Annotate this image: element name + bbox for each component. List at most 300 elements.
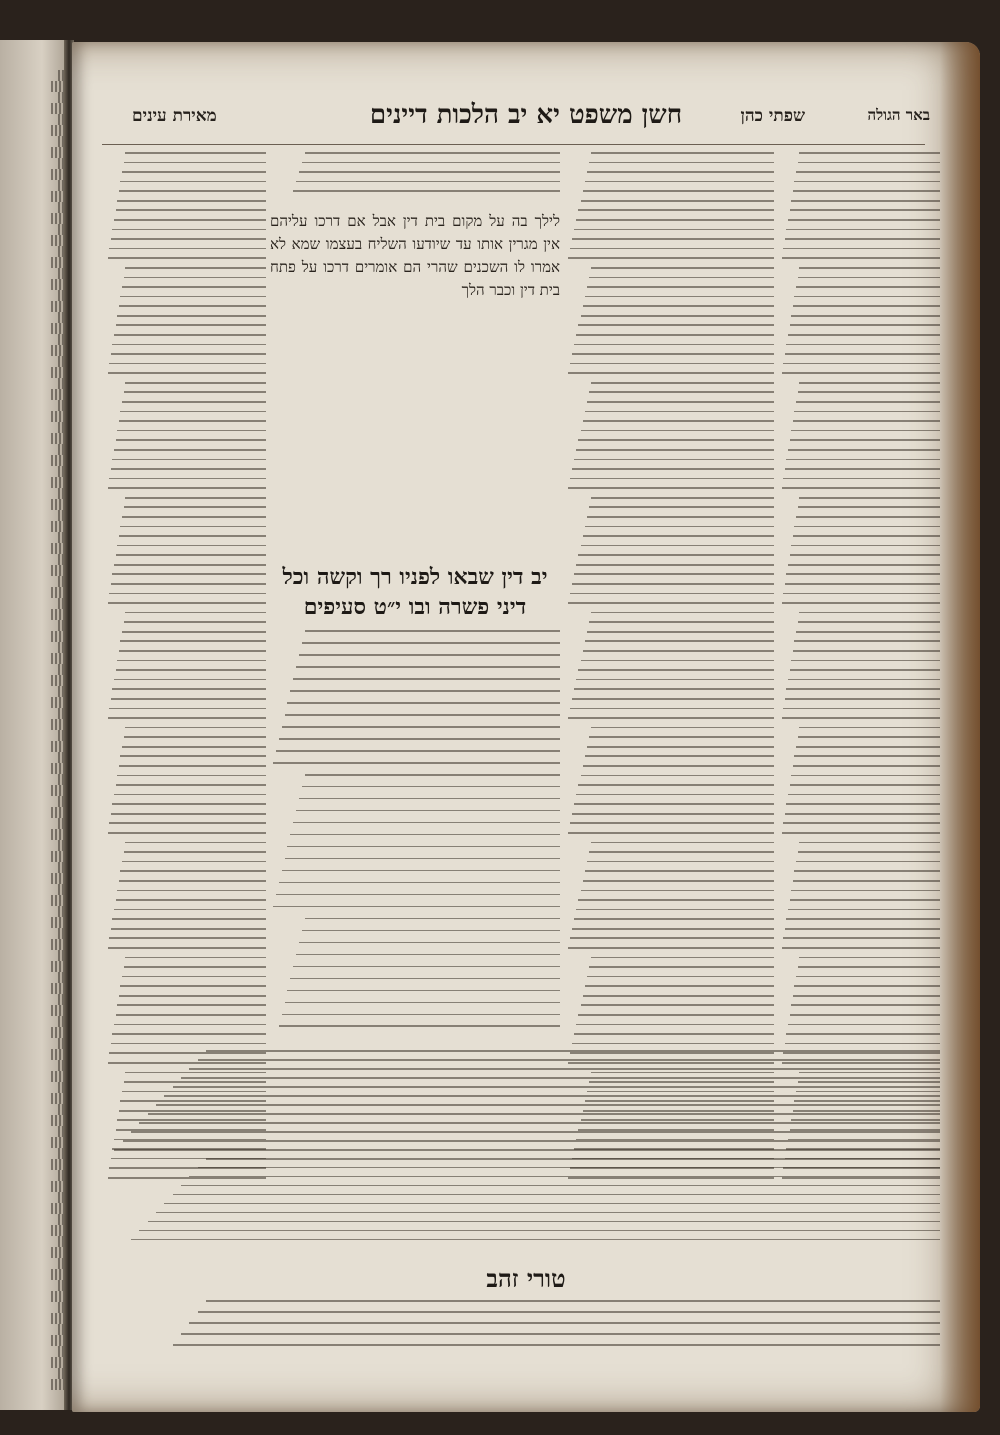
text-line — [785, 583, 940, 585]
text-line — [788, 1024, 940, 1026]
text-line — [108, 717, 266, 719]
text-line — [570, 822, 774, 824]
text-line — [206, 1050, 940, 1052]
text-line — [568, 487, 774, 489]
text-line — [783, 478, 940, 480]
text-line — [572, 928, 774, 930]
text-line — [589, 736, 774, 738]
text-line — [798, 736, 940, 738]
text-line — [790, 899, 940, 901]
page-edge-stain — [940, 42, 980, 1412]
text-line — [124, 621, 266, 623]
text-line — [793, 420, 940, 422]
text-line — [109, 593, 266, 595]
text-line — [574, 688, 774, 690]
text-line — [116, 209, 266, 211]
text-line — [189, 1068, 940, 1070]
text-line — [122, 516, 266, 518]
text-line — [576, 449, 774, 451]
text-line — [591, 382, 774, 384]
text-line — [798, 277, 940, 279]
text-line — [287, 846, 560, 848]
text-line — [125, 842, 266, 844]
text-line — [124, 851, 266, 853]
bottom-commentary — [106, 1050, 940, 1250]
text-line — [794, 411, 940, 413]
text-line — [112, 918, 266, 920]
text-line — [790, 439, 940, 441]
text-line — [578, 439, 774, 441]
text-line — [122, 861, 266, 863]
text-line — [109, 363, 266, 365]
text-line — [790, 669, 940, 671]
text-line — [114, 909, 266, 911]
text-line — [585, 755, 774, 757]
text-line — [798, 621, 940, 623]
text-line — [125, 497, 266, 499]
text-line — [114, 219, 266, 221]
text-line — [125, 727, 266, 729]
text-line — [116, 784, 266, 786]
section-heading: יב דין שבאו לפניו רך וקשה וכל דיני פשרה ובו י״ט סעיפים — [282, 564, 548, 620]
text-line — [796, 746, 940, 748]
text-line — [120, 985, 266, 987]
text-line — [798, 851, 940, 853]
text-line — [799, 957, 940, 959]
text-line — [108, 832, 266, 834]
text-line — [793, 650, 940, 652]
text-line — [585, 296, 774, 298]
text-line — [120, 411, 266, 413]
footer-commentary-title: טורי זהב — [486, 1264, 566, 1293]
text-line — [302, 642, 560, 644]
text-line — [572, 238, 774, 240]
text-line — [790, 1014, 940, 1016]
text-line — [788, 564, 940, 566]
text-line — [785, 238, 940, 240]
header-mid-commentary: שפתי כהן — [740, 106, 805, 126]
text-line — [279, 738, 560, 740]
text-line — [583, 995, 774, 997]
text-line — [782, 487, 940, 489]
text-line — [198, 1311, 940, 1313]
text-line — [124, 966, 266, 968]
main-text-column — [270, 630, 560, 1040]
text-line — [798, 506, 940, 508]
text-line — [302, 162, 560, 164]
text-line — [790, 209, 940, 211]
text-line — [794, 181, 940, 183]
text-line — [574, 573, 774, 575]
text-line — [589, 277, 774, 279]
text-line — [587, 516, 774, 518]
text-line — [783, 822, 940, 824]
text-line — [119, 420, 266, 422]
text-line — [125, 612, 266, 614]
text-line — [576, 679, 774, 681]
text-line — [299, 171, 560, 173]
text-line — [786, 459, 940, 461]
text-line — [791, 1004, 940, 1006]
text-line — [114, 334, 266, 336]
text-line — [124, 391, 266, 393]
text-line — [117, 200, 266, 202]
text-line — [112, 229, 266, 231]
text-line — [581, 545, 774, 547]
text-line — [587, 976, 774, 978]
text-line — [293, 822, 560, 824]
text-line — [139, 1230, 940, 1232]
text-line — [798, 162, 940, 164]
text-line — [578, 1014, 774, 1016]
text-line — [790, 784, 940, 786]
text-line — [782, 257, 940, 259]
text-line — [108, 602, 266, 604]
text-line — [583, 650, 774, 652]
text-line — [572, 1043, 774, 1045]
text-line — [794, 640, 940, 642]
text-line — [273, 906, 560, 908]
text-line — [181, 1333, 940, 1335]
text-line — [290, 978, 560, 980]
text-line — [114, 1024, 266, 1026]
text-line — [782, 602, 940, 604]
text-line — [791, 430, 940, 432]
text-line — [581, 775, 774, 777]
text-line — [114, 679, 266, 681]
text-line — [587, 746, 774, 748]
text-line — [287, 990, 560, 992]
text-line — [581, 200, 774, 202]
text-line — [111, 698, 266, 700]
text-line — [112, 688, 266, 690]
text-line — [282, 1014, 560, 1016]
text-line — [114, 1149, 940, 1151]
text-line — [591, 152, 774, 154]
page-header — [132, 100, 930, 140]
text-line — [591, 497, 774, 499]
text-line — [125, 267, 266, 269]
text-line — [120, 640, 266, 642]
text-line — [285, 714, 561, 716]
text-line — [109, 822, 266, 824]
text-line — [156, 1212, 940, 1214]
text-line — [120, 755, 266, 757]
text-line — [585, 985, 774, 987]
text-line — [585, 526, 774, 528]
text-line — [572, 698, 774, 700]
text-line — [285, 1002, 561, 1004]
text-line — [119, 995, 266, 997]
text-line — [122, 401, 266, 403]
text-line — [587, 171, 774, 173]
text-line — [783, 937, 940, 939]
text-line — [119, 880, 266, 882]
text-line — [785, 468, 940, 470]
text-line — [589, 966, 774, 968]
text-line — [591, 842, 774, 844]
text-line — [799, 382, 940, 384]
text-line — [572, 353, 774, 355]
text-line — [279, 882, 560, 884]
facing-page-edge — [0, 40, 70, 1410]
text-line — [282, 870, 560, 872]
text-line — [796, 401, 940, 403]
text-line — [574, 918, 774, 920]
text-line — [112, 573, 266, 575]
text-line — [791, 200, 940, 202]
text-line — [119, 190, 266, 192]
commentary-column-right — [566, 152, 774, 1192]
text-line — [117, 430, 266, 432]
text-line — [576, 334, 774, 336]
text-line — [293, 966, 560, 968]
text-line — [112, 1033, 266, 1035]
text-line — [794, 526, 940, 528]
text-line — [117, 545, 266, 547]
text-line — [119, 650, 266, 652]
text-line — [116, 324, 266, 326]
text-line — [570, 248, 774, 250]
text-line — [796, 286, 940, 288]
text-line — [173, 1086, 940, 1088]
text-line — [287, 702, 560, 704]
text-line — [108, 257, 266, 259]
text-line — [302, 786, 560, 788]
text-line — [173, 1344, 940, 1346]
text-line — [783, 593, 940, 595]
text-line — [782, 947, 940, 949]
text-line — [799, 267, 940, 269]
text-line — [206, 1300, 940, 1302]
text-line — [786, 803, 940, 805]
text-line — [581, 1004, 774, 1006]
text-line — [119, 765, 266, 767]
text-line — [114, 449, 266, 451]
text-line — [591, 957, 774, 959]
text-line — [785, 698, 940, 700]
text-line — [108, 372, 266, 374]
text-line — [791, 890, 940, 892]
text-line — [116, 1014, 266, 1016]
text-line — [109, 708, 266, 710]
text-line — [131, 1131, 940, 1133]
text-line — [125, 382, 266, 384]
text-line — [570, 478, 774, 480]
text-line — [799, 497, 940, 499]
text-line — [120, 870, 266, 872]
text-line — [568, 947, 774, 949]
text-line — [122, 746, 266, 748]
text-line — [796, 631, 940, 633]
text-line — [296, 810, 560, 812]
text-line — [585, 640, 774, 642]
text-line — [591, 267, 774, 269]
text-line — [788, 219, 940, 221]
text-line — [581, 890, 774, 892]
text-line — [783, 248, 940, 250]
text-line — [591, 612, 774, 614]
text-line — [589, 162, 774, 164]
text-line — [568, 602, 774, 604]
text-line — [156, 1104, 940, 1106]
text-line — [589, 506, 774, 508]
text-line — [305, 630, 560, 632]
text-line — [109, 937, 266, 939]
text-line — [276, 750, 560, 752]
text-line — [123, 1140, 940, 1142]
text-line — [116, 899, 266, 901]
text-line — [120, 296, 266, 298]
text-line — [790, 554, 940, 556]
text-line — [111, 813, 266, 815]
text-line — [116, 439, 266, 441]
text-line — [788, 794, 940, 796]
text-line — [125, 152, 266, 154]
text-line — [583, 880, 774, 882]
text-line — [788, 679, 940, 681]
text-line — [785, 928, 940, 930]
text-line — [578, 899, 774, 901]
text-line — [293, 190, 560, 192]
text-line — [576, 1024, 774, 1026]
text-line — [591, 727, 774, 729]
text-line — [574, 1033, 774, 1035]
text-line — [791, 775, 940, 777]
text-line — [189, 1176, 940, 1178]
text-line — [114, 564, 266, 566]
text-line — [587, 861, 774, 863]
text-line — [578, 209, 774, 211]
text-line — [568, 717, 774, 719]
text-line — [572, 813, 774, 815]
footer-commentary-text — [106, 1300, 940, 1360]
text-line — [112, 803, 266, 805]
text-line — [578, 324, 774, 326]
text-line — [122, 631, 266, 633]
text-line — [583, 535, 774, 537]
text-line — [108, 487, 266, 489]
text-line — [302, 930, 560, 932]
text-line — [119, 535, 266, 537]
text-line — [572, 468, 774, 470]
text-line — [799, 152, 940, 154]
text-line — [790, 324, 940, 326]
text-line — [786, 1033, 940, 1035]
text-line — [305, 918, 560, 920]
text-line — [585, 181, 774, 183]
text-line — [124, 162, 266, 164]
text-line — [572, 583, 774, 585]
text-line — [296, 954, 560, 956]
text-line — [796, 861, 940, 863]
text-line — [785, 1043, 940, 1045]
text-line — [568, 257, 774, 259]
text-line — [791, 660, 940, 662]
text-line — [299, 798, 560, 800]
text-line — [583, 765, 774, 767]
text-line — [290, 834, 560, 836]
text-line — [585, 411, 774, 413]
text-line — [568, 372, 774, 374]
text-line — [583, 190, 774, 192]
text-line — [794, 296, 940, 298]
text-line — [568, 832, 774, 834]
text-line — [279, 1025, 560, 1027]
text-line — [793, 190, 940, 192]
text-line — [585, 870, 774, 872]
text-line — [164, 1095, 940, 1097]
text-line — [276, 894, 560, 896]
text-line — [794, 755, 940, 757]
text-line — [782, 717, 940, 719]
text-line — [164, 1203, 940, 1205]
text-line — [181, 1185, 940, 1187]
text-line — [788, 334, 940, 336]
text-line — [782, 832, 940, 834]
text-line — [305, 152, 560, 154]
text-line — [786, 573, 940, 575]
header-right-commentary: באר הגולה — [867, 106, 930, 124]
text-line — [576, 909, 774, 911]
text-line — [785, 353, 940, 355]
text-line — [791, 545, 940, 547]
text-line — [117, 890, 266, 892]
text-line — [793, 305, 940, 307]
text-line — [799, 612, 940, 614]
text-line — [796, 171, 940, 173]
text-line — [788, 449, 940, 451]
text-line — [578, 554, 774, 556]
text-line — [122, 286, 266, 288]
text-line — [786, 688, 940, 690]
text-line — [793, 535, 940, 537]
commentary-block-top — [270, 152, 560, 208]
text-line — [273, 762, 560, 764]
text-line — [122, 976, 266, 978]
text-line — [581, 660, 774, 662]
text-line — [783, 708, 940, 710]
text-line — [799, 727, 940, 729]
text-line — [793, 995, 940, 997]
text-line — [576, 219, 774, 221]
text-line — [785, 813, 940, 815]
header-left-commentary: מאירת עינים — [132, 106, 217, 126]
text-line — [116, 669, 266, 671]
text-line — [296, 666, 560, 668]
text-line — [574, 344, 774, 346]
text-line — [124, 736, 266, 738]
margin-notes-column — [780, 152, 940, 1192]
text-line — [574, 459, 774, 461]
text-line — [120, 526, 266, 528]
text-line — [589, 851, 774, 853]
text-line — [198, 1059, 940, 1061]
header-rule — [102, 144, 925, 145]
text-line — [117, 1004, 266, 1006]
text-line — [181, 1077, 940, 1079]
text-line — [111, 238, 266, 240]
text-line — [587, 631, 774, 633]
text-line — [206, 1158, 940, 1160]
text-line — [117, 315, 266, 317]
text-line — [786, 918, 940, 920]
text-line — [122, 171, 266, 173]
text-line — [117, 660, 266, 662]
text-line — [111, 468, 266, 470]
text-line — [282, 726, 560, 728]
text-line — [794, 985, 940, 987]
